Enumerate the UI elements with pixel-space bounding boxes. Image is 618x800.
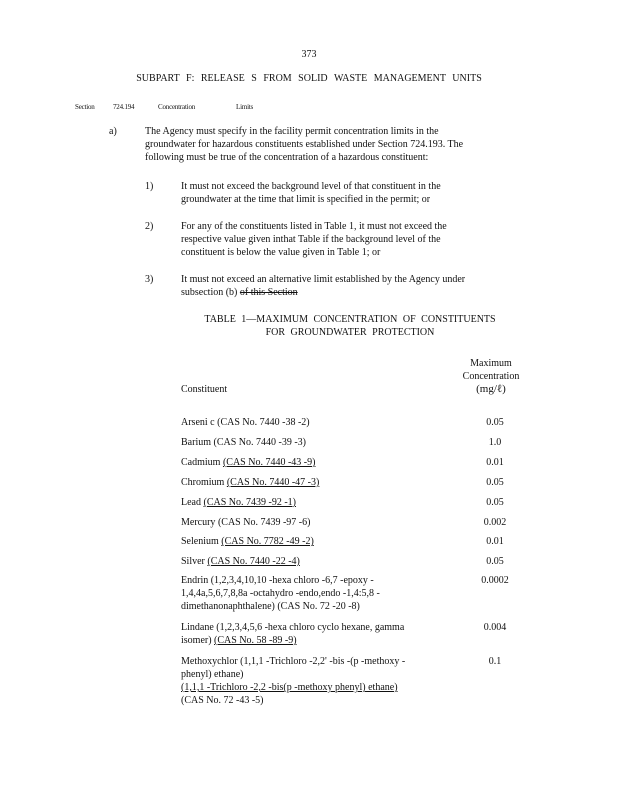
cas-number: (CAS No. 7440 -22 -4) [207,556,300,567]
table-row [181,416,441,429]
sub3-line: It must not exceed an alternative limit established by the Agency under [181,274,466,285]
concentration-value: 0.05 [486,497,504,508]
cas-number: (CAS No. 7440 -38 -2) [217,417,310,428]
concentration-value: 0.01 [486,536,504,547]
concentration-value: 0.002 [483,517,507,528]
para-a-line: groundwater for hazardous constituents established under Section 724.193. The [145,139,464,150]
constituent-name: isomer) [181,635,212,646]
table-row-endrin [181,574,451,613]
table-row [181,496,441,509]
concentration-value: 0.004 [483,622,507,633]
para-a-marker: a) [109,126,117,137]
constituent-name: Lead [181,497,201,508]
table-row [181,476,441,489]
constituent-name: Selenium [181,536,219,547]
sub3-text [181,273,531,299]
constituent-name: Cadmium [181,457,221,468]
sub3-struck-text: of this Section [239,287,298,298]
page-number: 373 [301,49,317,60]
constituent-name: Chromium [181,477,225,488]
section-number: 724.194 [113,103,135,111]
para-a-line: The Agency must specify in the facility permit concentration limits in the [145,126,439,137]
section-title-part1: Concentration [158,103,196,111]
sub2-text [181,220,521,259]
sub1-line: groundwater at the time that limit is specified in the permit; or [181,194,431,205]
table-subtitle: FOR GROUNDWATER PROTECTION [265,327,435,338]
cas-number: (CAS No. 58 -89 -9) [214,635,297,646]
sub1-line: It must not exceed the background level of that constituent in the [181,181,441,192]
sub2-line: respective value given inthat Table if the background level of the [181,234,441,245]
constituent-line-inserted: (1,1,1 -Trichloro -2,2 -bis(p -methoxy phenyl) ethane) [181,682,398,693]
para-a-text [145,125,535,164]
sub3-line [181,286,531,299]
col-header-max-line: Maximum [470,358,512,369]
constituent-line: dimethanonaphthalene) (CAS No. 72 -20 -8) [181,601,360,612]
section-title-part2: Limits [236,103,254,111]
para-a-line: following must be true of the concentration of a hazardous constituent: [145,152,429,163]
sub3-marker: 3) [145,274,154,285]
cas-number: (CAS No. 7782 -49 -2) [221,536,314,547]
cas-number: (CAS No. 7440 -39 -3) [213,437,306,448]
concentration-value: 0.05 [486,417,504,428]
table-row-lindane [181,621,451,647]
concentration-value: 0.05 [486,556,504,567]
concentration-value: 0.01 [486,457,504,468]
constituent-line: Methoxychlor (1,1,1 -Trichloro -2,2' -bis -(p -methoxy - [181,656,406,667]
table-row [181,456,441,469]
sub2-line: For any of the constituents listed in Table 1, it must not exceed the [181,221,447,232]
table-row [181,555,441,568]
sub3-subsection-ref: subsection (b) [181,287,238,298]
table-row-methoxychlor [181,655,461,707]
constituent-name: Mercury [181,517,216,528]
constituent-name: Arseni c [181,417,215,428]
cas-number: (CAS No. 7439 -92 -1) [203,497,296,508]
constituent-line: 1,4,4a,5,6,7,8,8a -octahydro -endo,endo -1,4:5,8 - [181,588,380,599]
table-row [181,436,441,449]
sub2-line: constituent is below the value given in Table 1; or [181,247,381,258]
cas-number: (CAS No. 7440 -47 -3) [226,477,320,488]
constituent-line: Lindane (1,2,3,4,5,6 -hexa chloro cyclo hexane, gamma [181,622,405,633]
concentration-value: 1.0 [488,437,502,448]
sub2-marker: 2) [145,221,154,232]
sub1-marker: 1) [145,181,154,192]
constituent-line [181,634,451,647]
col-header-max [456,357,526,396]
cas-number: (CAS No. 7440 -43 -9) [222,457,316,468]
constituent-line: Endrin (1,2,3,4,10,10 -hexa chloro -6,7 -epoxy - [181,575,374,586]
constituent-line: phenyl) ethane) [181,669,244,680]
table-row [181,535,441,548]
constituent-name: Silver [181,556,205,567]
table-title: TABLE 1—MAXIMUM CONCENTRATION OF CONSTITUENTS [204,314,496,325]
col-header-max-unit: (mg/ℓ) [476,383,506,395]
concentration-value: 0.1 [488,656,502,667]
concentration-value: 0.0002 [481,575,509,586]
cas-number: (CAS No. 72 -43 -5) [181,695,264,706]
concentration-value: 0.05 [486,477,504,488]
section-label: Section [75,103,95,111]
cas-number: (CAS No. 7439 -97 -6) [217,517,311,528]
constituent-name: Barium [181,437,211,448]
col-header-max-line: Concentration [462,371,520,382]
subpart-header: SUBPART F: RELEASE S FROM SOLID WASTE MANAGEMENT UNITS [136,73,482,84]
sub1-text [181,180,521,206]
table-row [181,516,441,529]
col-header-constituent: Constituent [181,384,228,395]
